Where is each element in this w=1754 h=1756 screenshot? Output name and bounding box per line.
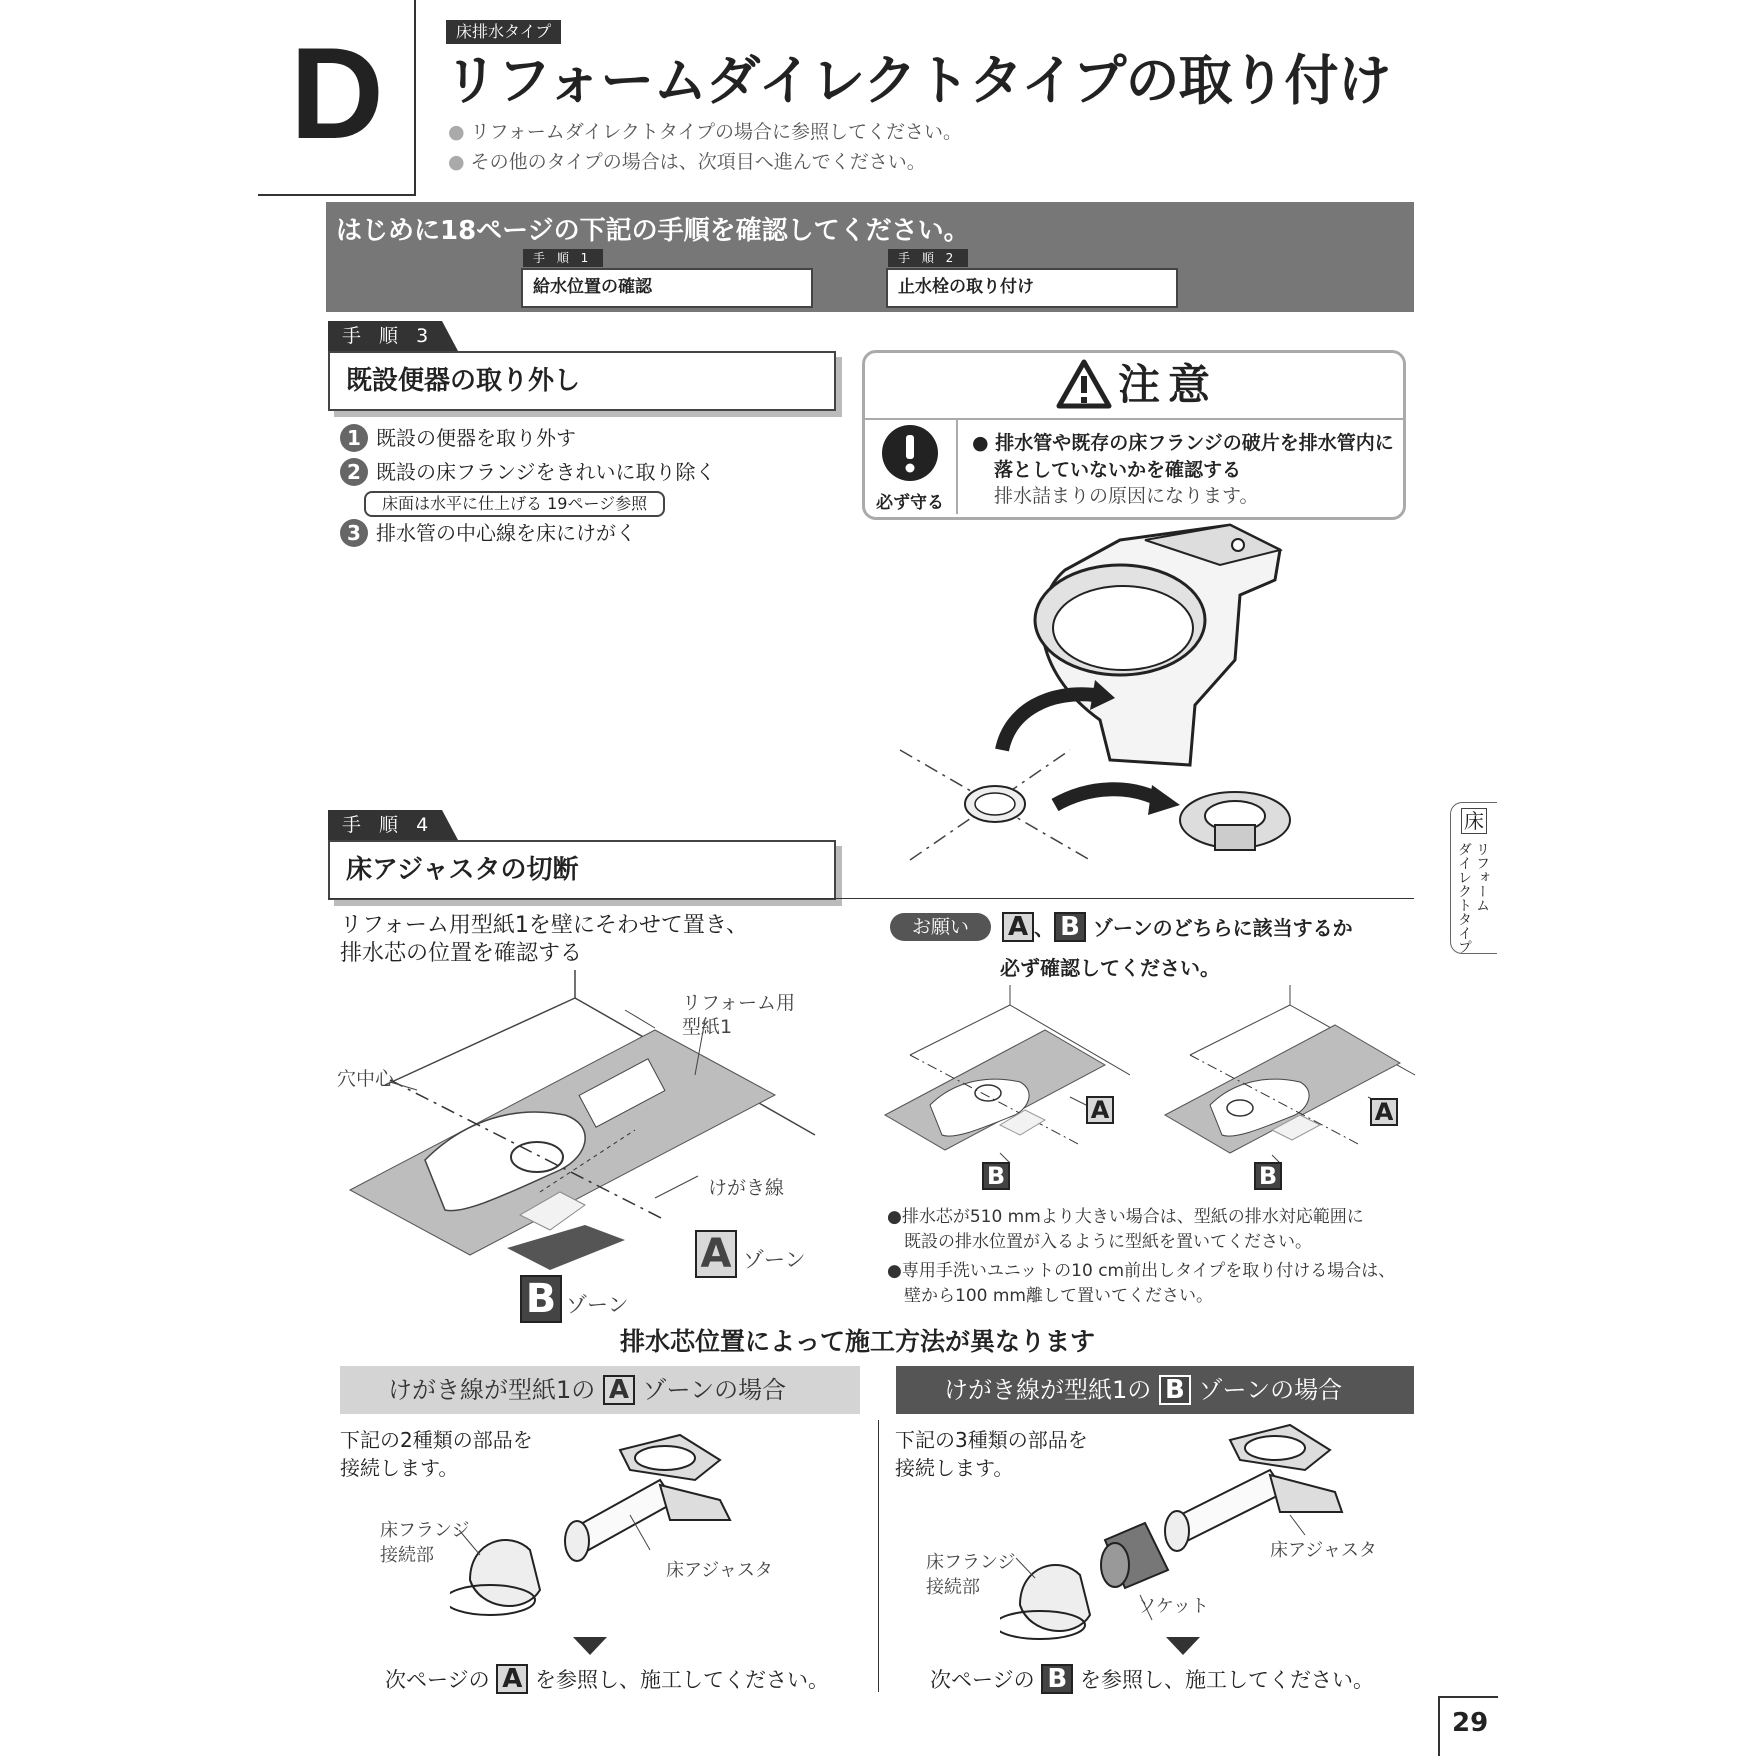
caution-line-3: 排水詰まりの原因になります。 [994, 485, 1259, 507]
request-bullet-1b: 既設の排水位置が入るように型紙を置いてください。 [904, 1232, 1312, 1252]
method-title: 排水芯位置によって施工方法が異なります [620, 1327, 1096, 1356]
request-badge: お願い [890, 913, 991, 941]
label-scribe-line: けがき線 [708, 1177, 785, 1199]
page-title: リフォームダイレクトタイプの取り付け [444, 49, 1391, 112]
page-number: 29 [1452, 1708, 1489, 1738]
intro-step1-label: 給水位置の確認 [521, 268, 813, 308]
zone-b-example-diagram [1160, 985, 1420, 1185]
label-template-1: リフォーム用 [682, 992, 796, 1014]
warning-triangle-icon [1056, 359, 1112, 409]
step4-desc-1: リフォーム用型紙1を壁にそわせて置き、 [340, 913, 749, 938]
side-tab-kanji: 床 [1461, 808, 1487, 834]
case-a-parts-illustration [450, 1430, 750, 1630]
case-a-header-text: けがき線が型紙1の A ゾーンの場合 [388, 1375, 787, 1405]
step4-tag: 手 順 4 [328, 810, 442, 840]
label-hole-center: 穴中心 [337, 1068, 395, 1090]
intro-step2-label: 止水栓の取り付け [886, 268, 1178, 308]
case-a-label-flange-2: 接続部 [380, 1545, 434, 1566]
intro-step1-tag: 手 順 1 [523, 249, 603, 267]
example1-zone-a: A [1086, 1096, 1114, 1124]
request-bullet-1a: ●排水芯が510 mmより大きい場合は、型紙の排水対応範囲に [887, 1207, 1364, 1227]
label-template-2: 型紙1 [682, 1016, 733, 1038]
header-note-1: ● リフォームダイレクトタイプの場合に参照してください。 [448, 121, 962, 143]
step3-tag-corner [442, 321, 458, 351]
case-a-label-flange-1: 床フランジ [380, 1520, 470, 1541]
step4-desc-2: 排水芯の位置を確認する [340, 941, 583, 966]
zone-b-label: B ゾーン [520, 1275, 629, 1323]
step4-rule [328, 898, 1414, 899]
type-tag: 床排水タイプ [446, 20, 561, 44]
case-a-down-arrow-icon [573, 1637, 607, 1655]
case-b-header-text: けがき線が型紙1の B ゾーンの場合 [944, 1375, 1343, 1405]
case-b-label-flange-2: 接続部 [926, 1577, 980, 1598]
header-divider-vertical [414, 0, 416, 195]
caution-divider [865, 418, 1403, 420]
request-bullet-2a: ●専用手洗いユニットの10 cm前出しタイプを取り付ける場合は、 [887, 1261, 1396, 1281]
step3-item-2: 2 既設の床フランジをきれいに取り除く [340, 457, 716, 487]
step3-title: 既設便器の取り外し [328, 351, 836, 411]
side-tab-vertical-1: リフォーム [1474, 842, 1490, 912]
case-b-reference: 次ページの B を参照し、施工してください。 [930, 1664, 1374, 1694]
request-bullet-2b: 壁から100 mm離して置いてください。 [904, 1286, 1213, 1306]
step3-tag: 手 順 3 [328, 321, 442, 351]
step3-note: 床面は水平に仕上げる 19ページ参照 [364, 491, 665, 517]
step4-tag-corner [442, 810, 458, 840]
case-a-label-adjuster: 床アジャスタ [666, 1560, 773, 1581]
request-text-2: 必ず確認してください。 [1000, 956, 1220, 980]
case-a-reference: 次ページの A を参照し、施工してください。 [385, 1664, 829, 1694]
section-letter: D [290, 20, 384, 166]
toilet-removal-illustration [890, 520, 1380, 870]
side-tab-vertical-2: ダイレクトタイプ [1456, 842, 1472, 954]
case-b-desc-2: 接続します。 [895, 1456, 1014, 1480]
case-b-label-adjuster: 床アジャスタ [1270, 1540, 1377, 1561]
case-b-label-flange-1: 床フランジ [926, 1552, 1016, 1573]
example1-zone-b: B [982, 1162, 1010, 1190]
step3-item-3: 3 排水管の中心線を床にけがく [340, 518, 636, 548]
caution-title: 注意 [1118, 360, 1219, 409]
step4-title: 床アジャスタの切断 [328, 840, 836, 900]
caution-line-1: ● 排水管や既存の床フランジの破片を排水管内に [972, 432, 1394, 454]
caution-icon-label: 必ず守る [876, 493, 944, 513]
case-b-down-arrow-icon [1166, 1637, 1200, 1655]
case-b-desc-1: 下記の3種類の部品を [895, 1428, 1088, 1452]
step3-item-1: 1 既設の便器を取り外す [340, 423, 576, 453]
caution-line-2: 落としていないかを確認する [994, 459, 1242, 481]
case-b-label-socket: ソケット [1138, 1596, 1209, 1617]
intro-step2-tag: 手 順 2 [888, 249, 968, 267]
request-text-1: A 、 B ゾーンのどちらに該当するか [1002, 912, 1353, 943]
example2-zone-b: B [1254, 1162, 1282, 1190]
header-note-2: ● その他のタイプの場合は、次項目へ進んでください。 [448, 151, 926, 173]
caution-icon-divider [956, 420, 958, 514]
case-a-desc-2: 接続します。 [340, 1456, 459, 1480]
header-divider-horizontal [258, 194, 416, 196]
example2-zone-a: A [1370, 1098, 1398, 1126]
case-divider [878, 1420, 879, 1692]
zone-a-label: A ゾーン [695, 1230, 806, 1278]
intro-banner-text: はじめに18ページの下記の手順を確認してください。 [336, 216, 970, 246]
zone-a-example-diagram [880, 985, 1130, 1185]
case-a-desc-1: 下記の2種類の部品を [340, 1428, 533, 1452]
mandatory-icon [881, 424, 939, 482]
